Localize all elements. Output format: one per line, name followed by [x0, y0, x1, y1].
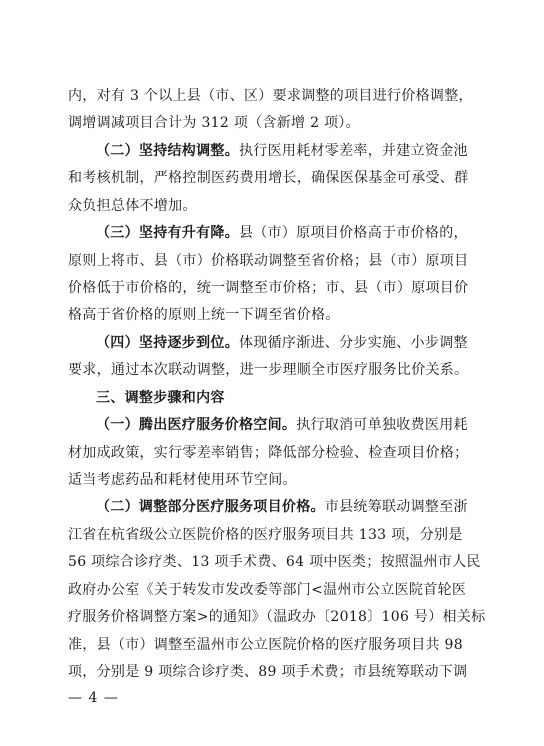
text-line: 江省在杭省级公立医院价格的医疗服务项目共 133 项，分别是: [68, 527, 463, 543]
paragraph-text: 执行取消可单独收费医用耗: [296, 417, 468, 433]
paragraph-line: [96, 223, 468, 243]
text-line: 要求，通过本次联动调整，进一步理顺全市医疗服务比价关系。: [68, 362, 469, 378]
paragraph-heading: （四）坚持逐步到位。: [96, 335, 239, 351]
paragraph-line: [96, 497, 468, 517]
paragraph-heading: （二）调整部分医疗服务项目价格。: [96, 499, 325, 515]
text-line: 调增调减项目合计为 312 项（含新增 2 项）。: [68, 115, 360, 131]
paragraph-line: [96, 333, 468, 353]
paragraph-text: 市县统筹联动调整至浙: [324, 499, 468, 515]
text-line: 政府办公室《关于转发市发改委等部门<温州市公立医院首轮医: [68, 582, 467, 598]
text-line: 原则上将市、县（市）价格联动调整至省价格；县（市）原项目: [68, 253, 469, 269]
paragraph-heading: （三）坚持有升有降。: [96, 225, 239, 241]
text-line: 和考核机制，严格控制医药费用增长，确保医保基金可承受、群: [68, 170, 469, 186]
text-line: 适当考虑药品和耗材使用环节空间。: [68, 472, 297, 488]
text-line: 内，对有 3 个以上县（市、区）要求调整的项目进行价格调整，: [68, 88, 473, 104]
paragraph-text: 县（市）原项目价格高于市价格的，: [239, 225, 468, 241]
text-line: 众负担总体不增加。: [68, 198, 197, 214]
paragraph-line: [96, 141, 468, 161]
paragraph-text: 执行医用耗材零差率，并建立资金池: [239, 143, 468, 159]
page-number: — 4 —: [68, 690, 119, 706]
text-line: 格高于省价格的原则上统一下调至省价格。: [68, 307, 340, 323]
text-line: 56 项综合诊疗类、13 项手术费、64 项中医类；按照温州市人民: [68, 554, 481, 570]
text-line: 材加成政策，实行零差率销售；降低部分检验、检查项目价格；: [68, 445, 469, 461]
text-line: 准，县（市）调整至温州市公立医院价格的医疗服务项目共 98: [68, 637, 463, 653]
paragraph-heading: （一）腾出医疗服务价格空间。: [96, 417, 297, 433]
section-heading: 三、调整步骤和内容: [96, 390, 225, 406]
text-line: 价格低于市价格的，统一调整至市价格；市、县（市）原项目价: [68, 280, 469, 296]
paragraph-text: 体现循序渐进、分步实施、小步调整: [239, 335, 468, 351]
paragraph-line: [96, 415, 468, 435]
text-line: 疗服务价格调整方案>的通知》（温政办〔2018〕106 号）相关标: [68, 609, 486, 625]
paragraph-heading: （二）坚持结构调整。: [96, 143, 239, 159]
text-line: 项，分别是 9 项综合诊疗类、89 项手术费；市县统筹联动下调: [68, 664, 468, 680]
